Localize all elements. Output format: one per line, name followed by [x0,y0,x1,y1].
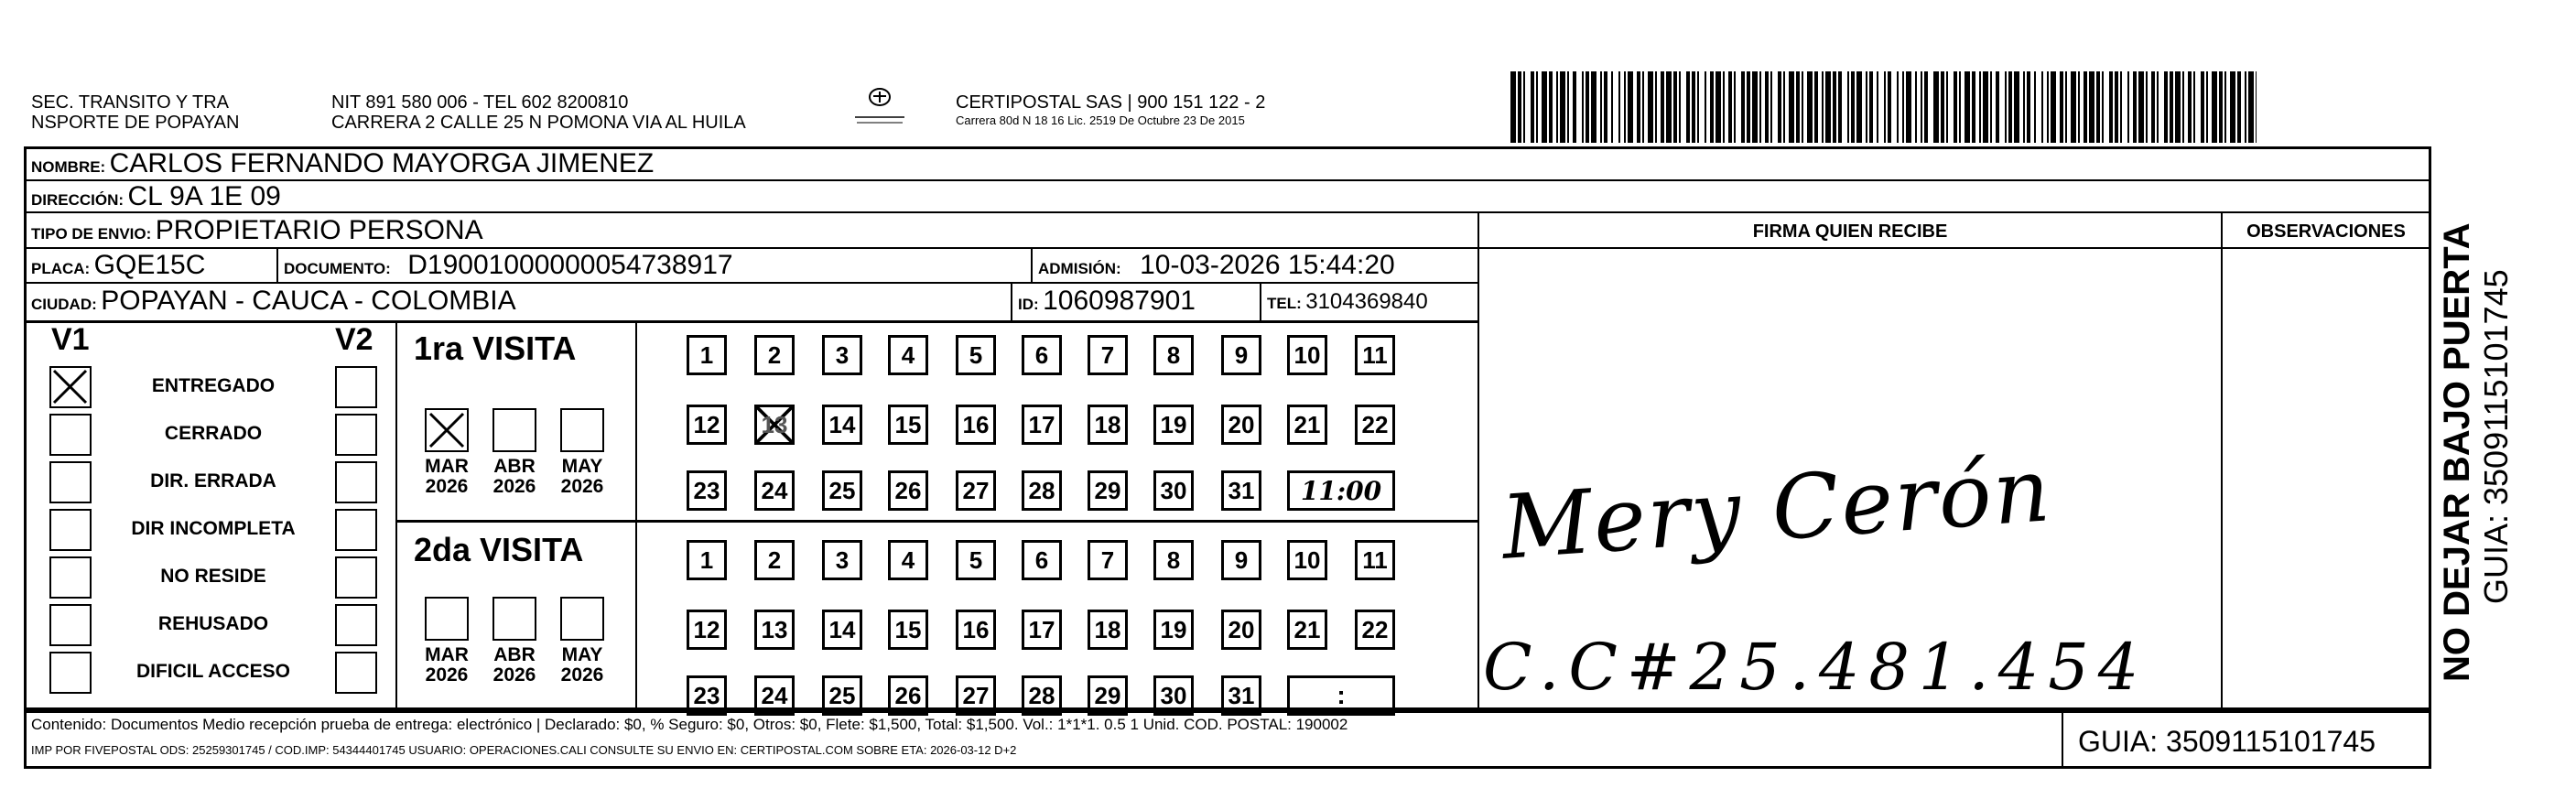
visit1-day-box[interactable]: 11 [1355,335,1395,375]
status-reason-label: CERRADO [164,423,263,444]
id-field [1018,286,1196,317]
barcode-bar [1814,71,1818,143]
footer-column-divider [2062,710,2063,769]
v1-checkbox[interactable] [49,556,92,599]
placa-field [31,250,205,281]
v1-checkbox[interactable] [49,414,92,456]
documento-field [284,250,733,281]
barcode-bar [1990,71,1992,143]
nombre-value: CARLOS FERNANDO MAYORGA JIMENEZ [109,148,655,178]
barcode-bar [1661,71,1664,143]
barcode-bar [1838,71,1842,143]
v1-checkbox[interactable] [49,509,92,551]
barcode-bar [1523,71,1525,143]
barcode-bar [1959,71,1961,143]
field-divider [1260,282,1261,320]
barcode-bar [1648,71,1653,143]
visit2-year-label: 2026 [492,664,536,686]
barcode-bar [2133,71,2137,143]
visit1-day-box[interactable]: 20 [1221,405,1261,445]
column-divider [1477,211,1479,710]
visit1-day-box[interactable]: 12 [687,405,727,445]
barcode-bar [1747,71,1750,143]
v2-checkbox[interactable] [335,556,377,599]
barcode-bar [1979,71,1981,143]
visit2-day-box[interactable]: 26 [888,675,928,716]
visit2-day-box[interactable]: 15 [888,610,928,650]
status-divider [395,320,397,710]
barcode-bar [1741,71,1745,143]
footer-guia: GUIA: 3509115101745 [2078,725,2376,758]
barcode-bar [2102,71,2104,143]
barcode-bar [1770,71,1772,143]
barcode-bar [1983,71,1988,143]
column-divider [2221,211,2223,710]
visit1-month-checkbox[interactable] [560,408,604,452]
barcode-bar [2237,71,2241,143]
barcode-bar [2224,71,2226,143]
barcode-bar [1723,71,1725,143]
v1-checkbox[interactable] [49,652,92,694]
admision-field [1038,250,1395,281]
signature: Mery Cerón [1498,438,2055,579]
barcode-bar [2138,71,2144,143]
barcode-bar [1655,71,1657,143]
visit2-day-box[interactable]: 30 [1153,675,1194,716]
barcode-bar [2193,71,2195,143]
barcode-bar [1705,71,1706,143]
barcode-bar [1996,71,1999,143]
visit2-month-checkbox[interactable] [425,597,469,641]
barcode-bar [1586,71,1589,143]
barcode-bar [2188,71,2192,143]
barcode-bar [1759,71,1761,143]
footer-line-1: Contenido: Documentos Medio recepción prueba de entrega: electrónico | Declarado: $0, % Seguro: $0, Otros: $0, Flete: $1,500, Total: $1,500. Vol.: 1*1*1. 0.5 1 Unid. COD. POSTAL: 190002 [31,716,1348,733]
barcode-bar [2089,71,2094,143]
visit2-year-label: 2026 [560,664,604,686]
documento-value: D19001000000054738917 [407,250,733,280]
visit1-year-label: 2026 [425,476,469,497]
visit2-day-box[interactable]: 11 [1355,540,1395,580]
barcode-bar [2065,71,2067,143]
visit1-day-box[interactable]: 23 [687,470,727,511]
barcode-bar [2212,71,2217,143]
barcode-bar [1921,71,1922,143]
barcode-bar [2078,71,2080,143]
barcode-bar [2164,71,2168,143]
barcode-bar [1604,71,1607,143]
visit2-day-box[interactable]: 2 [754,540,795,580]
visit2-time-box[interactable]: : [1287,675,1395,716]
visit1-day-box[interactable]: 31 [1221,470,1261,511]
visit2-day-box[interactable]: 27 [956,675,996,716]
barcode-bar [1906,71,1911,143]
v1-checkbox[interactable] [49,604,92,646]
barcode-bar [1822,71,1824,143]
barcode-bar [1734,71,1736,143]
barcode-bar [1884,71,1886,143]
visit1-year-label: 2026 [560,476,604,497]
visit-divider [635,320,637,710]
barcode-bar [1560,71,1565,143]
visit1-day-box[interactable]: 8 [1153,335,1194,375]
visit2-day-box[interactable]: 7 [1088,540,1128,580]
barcode-bar [1642,71,1644,143]
barcode-bar [1765,71,1769,143]
visit2-day-box[interactable]: 9 [1221,540,1261,580]
barcode-bar [2008,71,2012,143]
barcode-bar [1728,71,1732,143]
barcode-bar [2127,71,2129,143]
barcode-bar [1549,71,1553,143]
barcode-bar [1686,71,1690,143]
barcode-bar [1825,71,1831,143]
ciudad-field [31,286,516,317]
barcode-bar [1518,71,1521,143]
barcode-bar [2071,71,2076,143]
visit1-day-box[interactable]: 14 [822,405,862,445]
barcode-bar [1802,71,1803,143]
barcode-bar [2096,71,2100,143]
tipo-label: TIPO DE ENVIO: [31,225,152,243]
v1-checkbox[interactable] [49,461,92,503]
barcode-bar [2157,71,2159,143]
visit1-day-box[interactable]: 3 [822,335,862,375]
barcode-bar [1679,71,1681,143]
barcode-bar [1752,71,1758,143]
barcode-bar [2084,71,2087,143]
barcode-bar [1902,71,1904,143]
visit1-day-box[interactable]: 5 [956,335,996,375]
v2-checkbox[interactable] [335,604,377,646]
barcode-bar [2170,71,2173,143]
courier-logo-icon [851,84,908,126]
visit1-day-box[interactable]: 29 [1088,470,1128,511]
visit1-day-box[interactable]: 10 [1287,335,1327,375]
tipo-field [31,215,483,246]
barcode-bar [1637,71,1640,143]
barcode-bar [2245,71,2246,143]
visit1-day-box[interactable]: 26 [888,470,928,511]
visit1-day-box[interactable]: 24 [754,470,795,511]
visit-separator [395,520,1479,523]
visit2-month-label: MAY [561,644,603,665]
placa-value: GQE15C [93,250,206,280]
visit2-title: 2da VISITA [414,531,584,568]
barcode-bar [1556,71,1558,143]
barcode-bar [1866,71,1867,143]
visit1-day-box[interactable]: 2 [754,335,795,375]
barcode-bar [1972,71,1975,143]
barcode-bar [1573,71,1576,143]
visit1-day-box[interactable]: 18 [1088,405,1128,445]
visit2-day-box[interactable]: 18 [1088,610,1128,650]
barcode-bar [1542,71,1547,143]
observaciones-header: OBSERVACIONES [2246,221,2406,242]
visit1-day-box[interactable]: 21 [1287,405,1327,445]
visit2-day-box[interactable]: 24 [754,675,795,716]
barcode-bar [1851,71,1855,143]
barcode-bar [2175,71,2181,143]
v2-checkbox[interactable] [335,509,377,551]
barcode-bar [2005,71,2007,143]
barcode-bar [1567,71,1569,143]
barcode-bar [2182,71,2184,143]
barcode-bar [1673,71,1677,143]
visit1-day-box[interactable]: 15 [888,405,928,445]
barcode-bar [1946,71,1948,143]
barcode-bar [1888,71,1891,143]
visit2-day-box[interactable]: 22 [1355,610,1395,650]
barcode-bar [1783,71,1785,143]
visit1-day-box[interactable]: 13 [754,405,795,445]
barcode-bar [1807,71,1813,143]
barcode-bar [1941,71,1944,143]
barcode-bar [1582,71,1584,143]
barcode-bar [1591,71,1596,143]
barcode-bar [2023,71,2025,143]
visit2-month-label: MAR [425,644,469,665]
visit2-day-box[interactable]: 19 [1153,610,1194,650]
barcode-bar [1628,71,1633,143]
tel-label: TEL: [1267,295,1302,312]
ciudad-label: CIUDAD: [31,296,97,313]
visit1-day-box[interactable]: 9 [1221,335,1261,375]
visit2-day-box[interactable]: 3 [822,540,862,580]
status-reason-label: DIFICIL ACCESO [135,661,290,682]
direccion-label: DIRECCIÓN: [31,191,124,209]
status-reason-label: DIR INCOMPLETA [131,518,296,539]
documento-label: DOCUMENTO: [284,260,391,277]
visit2-day-box[interactable]: 29 [1088,675,1128,716]
barcode-bar [1847,71,1849,143]
v2-label: V2 [335,322,373,357]
barcode-bar [2219,71,2223,143]
visit2-day-box[interactable]: 10 [1287,540,1327,580]
barcode-bar [1897,71,1899,143]
barcode-bar [2027,71,2030,143]
barcode-bar [1510,71,1516,143]
barcode-bar [2109,71,2113,143]
visit2-day-box[interactable]: 5 [956,540,996,580]
barcode-bar [1877,71,1878,143]
visit2-month-checkbox[interactable] [560,597,604,641]
visit1-title: 1ra VISITA [414,329,577,367]
barcode-bar [1697,71,1699,143]
nit-line-2: CARRERA 2 CALLE 25 N POMONA VIA AL HUILA [331,113,746,133]
row-divider [24,320,1479,323]
barcode-bar [2230,71,2235,143]
visit1-day-box[interactable]: 16 [956,405,996,445]
visit2-month-checkbox[interactable] [492,597,536,641]
barcode-bar [1611,71,1613,143]
side-guia: GUIA: 3509115101745 [2477,269,2515,604]
visit1-day-box[interactable]: 7 [1088,335,1128,375]
barcode-bar [2041,71,2043,143]
visit1-month-label: MAY [561,456,603,477]
visit2-year-label: 2026 [425,664,469,686]
barcode-bar [1666,71,1672,143]
status-reason-label: NO RESIDE [160,566,266,587]
visit1-day-box[interactable]: 19 [1153,405,1194,445]
barcode-bar [2034,71,2036,143]
check-mark-icon [427,410,466,449]
visit2-day-box[interactable]: 14 [822,610,862,650]
sender-line-1: SEC. TRANSITO Y TRA [31,92,229,113]
visit1-month-checkbox[interactable] [492,408,536,452]
ciudad-value: POPAYAN - CAUCA - COLOMBIA [101,286,516,316]
direccion-value: CL 9A 1E 09 [127,181,281,211]
visit2-day-box[interactable]: 31 [1221,675,1261,716]
direccion-field [31,181,281,212]
id-label: ID: [1018,296,1039,313]
visit1-month-checkbox[interactable] [425,408,469,452]
placa-label: PLACA: [31,260,91,277]
visit2-day-box[interactable]: 13 [754,610,795,650]
barcode-bar [2201,71,2204,143]
barcode-bar [1856,71,1862,143]
tel-field [1267,289,1428,315]
status-reason-label: DIR. ERRADA [150,470,276,491]
barcode-bar [1531,71,1534,143]
barcode-bar [2060,71,2063,143]
barcode-bar [1915,71,1917,143]
tipo-value: PROPIETARIO PERSONA [155,215,483,245]
barcode-bar [2248,71,2254,143]
barcode-bar [2115,71,2118,143]
signature-id: C.C#25.481.454 [1483,630,2148,705]
barcode-bar [2151,71,2155,143]
visit2-day-box[interactable]: 20 [1221,610,1261,650]
visit2-day-box[interactable]: 12 [687,610,727,650]
v2-checkbox[interactable] [335,366,377,408]
barcode-bar [1618,71,1620,143]
visit2-day-box[interactable]: 23 [687,675,727,716]
visit2-day-box[interactable]: 25 [822,675,862,716]
barcode-bar [1933,71,1939,143]
courier-line-1: CERTIPOSTAL SAS | 900 151 122 - 2 [956,92,1266,113]
barcode-bar [2256,71,2257,143]
footer-line-2: IMP POR FIVEPOSTAL ODS: 25259301745 / COD.IMP: 54344401745 USUARIO: OPERACIONES.CALI CONSULTE SU ENVIO EN: CERTIPOSTAL.COM SOBRE ETA: 2026-03-12 D+2 [31,743,1017,757]
sender-line-2: NSPORTE DE POPAYAN [31,113,240,133]
visit1-day-box[interactable]: 30 [1153,470,1194,511]
row-divider [24,211,2431,213]
id-value: 1060987901 [1043,286,1196,316]
courier-line-2: Carrera 80d N 18 16 Lic. 2519 De Octubre 23 De 2015 [956,113,1245,127]
row-divider [24,179,2431,181]
v1-checkbox[interactable] [49,366,92,408]
visit1-day-box[interactable]: 1 [687,335,727,375]
barcode-bar [1778,71,1781,143]
visit2-day-box[interactable]: 16 [956,610,996,650]
barcode-bar [1692,71,1695,143]
field-divider [1011,282,1012,320]
row-divider [24,247,2431,249]
barcode-bar [2014,71,2019,143]
barcode-bar [1600,71,1602,143]
barcode-bar [1924,71,1928,143]
barcode-bar [1954,71,1957,143]
barcode-bar [2146,71,2148,143]
v2-checkbox[interactable] [335,461,377,503]
status-reason-label: REHUSADO [157,613,269,634]
visit2-day-box[interactable]: 1 [687,540,727,580]
visit2-day-box[interactable]: 17 [1022,610,1062,650]
barcode-bar [1624,71,1626,143]
barcode [1510,71,2257,143]
side-warning: NO DEJAR BAJO PUERTA [2437,222,2477,682]
tel-value: 3104369840 [1305,289,1428,314]
visit1-day-box[interactable]: 22 [1355,405,1395,445]
visit1-year-label: 2026 [492,476,536,497]
visit1-day-box[interactable]: 27 [956,470,996,511]
v2-checkbox[interactable] [335,652,377,694]
barcode-bar [1789,71,1794,143]
v1-label: V1 [51,322,90,357]
barcode-bar [1833,71,1836,143]
visit2-month-label: ABR [493,644,536,665]
v2-checkbox[interactable] [335,414,377,456]
visit2-day-box[interactable]: 8 [1153,540,1194,580]
barcode-bar [1536,71,1538,143]
field-divider [276,247,278,284]
visit1-day-box[interactable]: 6 [1022,335,1062,375]
firma-header: FIRMA QUIEN RECIBE [1752,221,1948,242]
barcode-bar [1710,71,1714,143]
barcode-bar [1869,71,1873,143]
visit1-month-label: ABR [493,456,536,477]
visit1-day-box[interactable]: 4 [888,335,928,375]
nombre-field [31,148,654,179]
visit1-day-box[interactable]: 25 [822,470,862,511]
barcode-bar [1796,71,1800,143]
barcode-bar [1964,71,1970,143]
barcode-bar [2047,71,2049,143]
visit2-day-box[interactable]: 6 [1022,540,1062,580]
admision-label: ADMISIÓN: [1038,260,1121,277]
field-divider [1031,247,1033,284]
check-mark-icon [51,368,89,405]
status-reason-label: ENTREGADO [151,375,276,396]
visit1-month-label: MAR [425,456,469,477]
visit2-day-box[interactable]: 28 [1022,675,1062,716]
visit1-day-box[interactable]: 17 [1022,405,1062,445]
visit2-day-box[interactable]: 4 [888,540,928,580]
barcode-bar [2051,71,2056,143]
visit1-day-box[interactable]: 28 [1022,470,1062,511]
visit1-time-box[interactable]: 11:00 [1287,470,1395,511]
visit2-day-box[interactable]: 21 [1287,610,1327,650]
nombre-label: NOMBRE: [31,158,106,176]
barcode-bar [2120,71,2122,143]
admision-value: 10-03-2026 15:44:20 [1140,250,1395,280]
nit-line-1: NIT 891 580 006 - TEL 602 8200810 [331,92,629,113]
barcode-bar [2206,71,2208,143]
barcode-bar [1716,71,1721,143]
